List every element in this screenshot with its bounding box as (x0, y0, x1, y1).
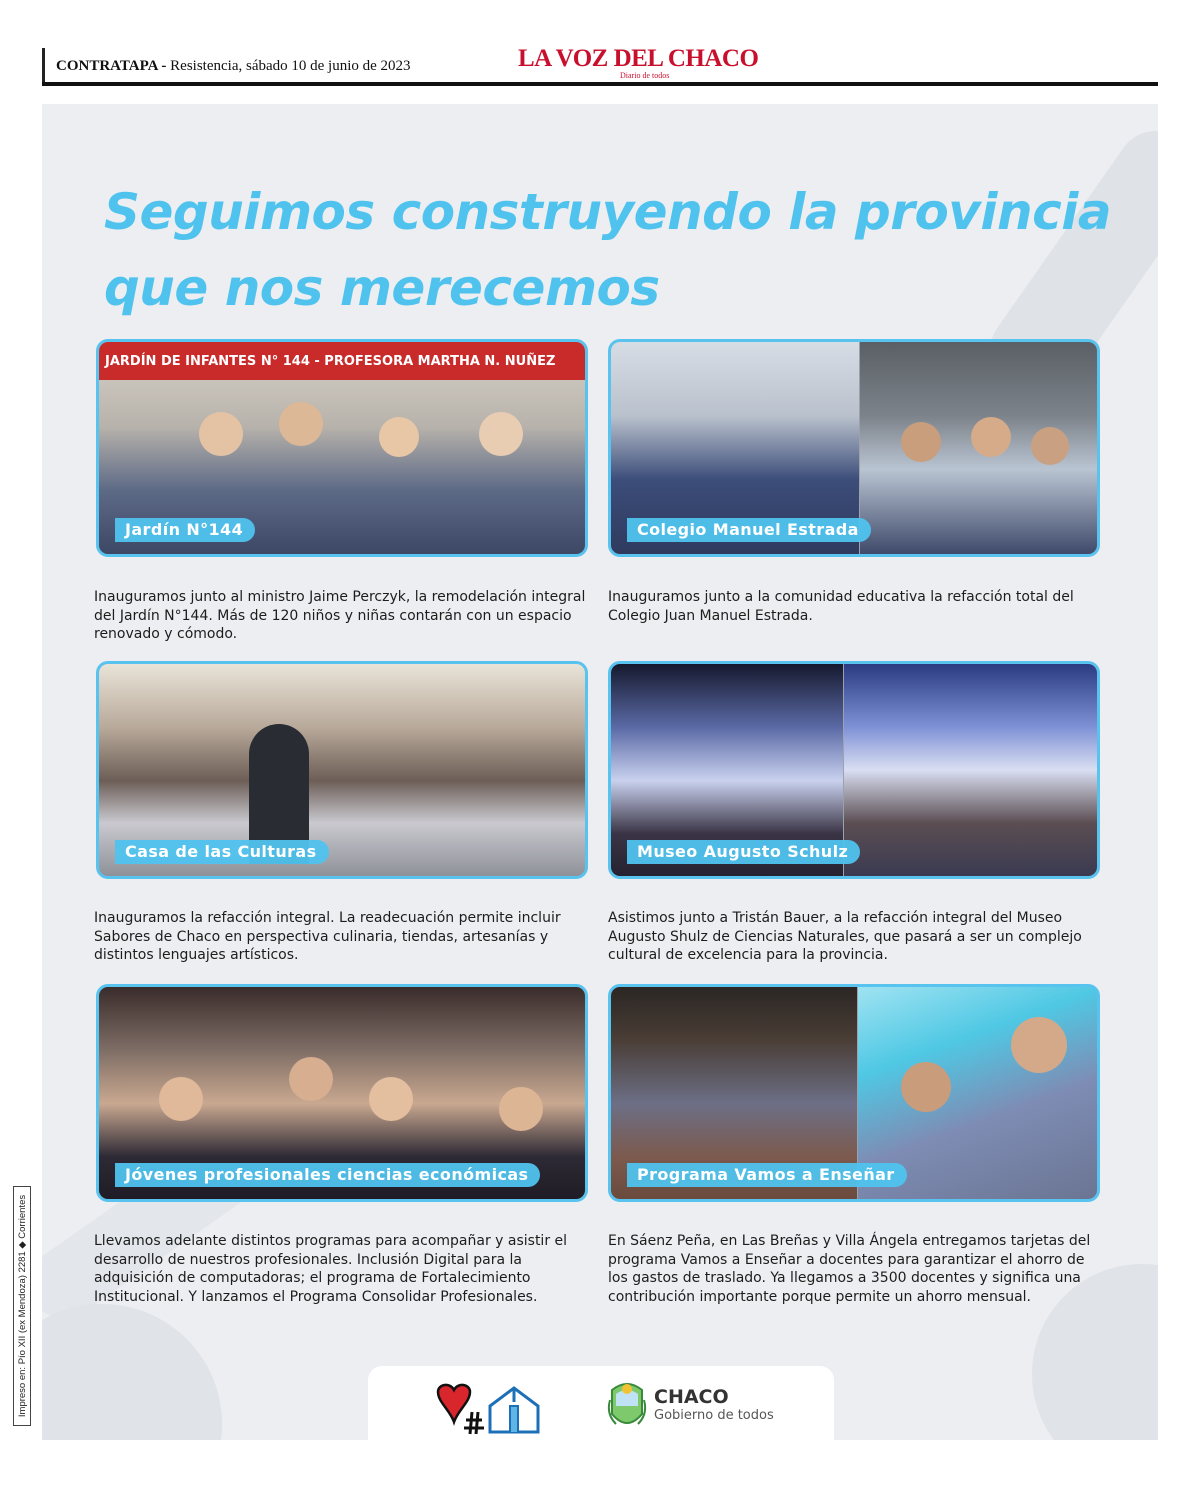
photo-card-vamos-ensenar (608, 984, 1100, 1202)
description-colegio: Inauguramos junto a la comunidad educativa la refacción total del Colegio Juan Manuel Estrada. (608, 589, 1074, 624)
printer-note (13, 1186, 31, 1426)
photo-card-casa-culturas (96, 661, 588, 879)
chaco-shield-icon (606, 1380, 648, 1434)
caption: Jóvenes profesionales ciencias económicas (115, 1163, 540, 1187)
gov-name: CHACO (654, 1386, 729, 1408)
caption: Jardín N°144 (115, 518, 255, 542)
header-rule (42, 82, 1158, 86)
ad-panel (42, 104, 1158, 1440)
gov-sub: Gobierno de todos (654, 1408, 774, 1423)
description-jovenes: Llevamos adelante distintos programas para acompañar y asistir el desarrollo de nuestros profesionales. Inclusión Digital para la adquisición de computadoras; el programa de Fortalecimiento Institucional. Y lanzamos el Programa Consolidar Profesionales. (94, 1233, 568, 1305)
photo-card-museo (608, 661, 1100, 879)
face (1011, 1017, 1067, 1073)
face (279, 402, 323, 446)
newspaper-logo-sub: Diario de todos (620, 71, 670, 80)
face (289, 1057, 333, 1101)
newspaper-logo: LA VOZ DEL CHACO (518, 45, 759, 72)
section-name: CONTRATAPA - (56, 58, 167, 74)
headline-line-2: que nos merecemos (104, 259, 660, 317)
caption: Casa de las Culturas (115, 840, 329, 864)
face (499, 1087, 543, 1131)
face (971, 417, 1011, 457)
description-vamos-ensenar: En Sáenz Peña, en Las Breñas y Villa Ángela entregamos tarjetas del programa Vamos a Enseñar a docentes para garantizar el ahorro de los gastos de traslado. Ya llegamos a 3500 docentes y significa una contribución importante porque permite un ahorro mensual. (608, 1233, 1091, 1305)
header-bar (42, 48, 45, 82)
printer-note-text: Impreso en: Pío XII (ex Mendoza) 2281 ◆ Corrientes (13, 1186, 31, 1426)
face (901, 1062, 951, 1112)
dateline: Resistencia, sábado 10 de junio de 2023 (170, 58, 411, 74)
face (369, 1077, 413, 1121)
description-jardin: Inauguramos junto al ministro Jaime Perczyk, la remodelación integral del Jardín N°144. Más de 120 niños y niñas contarán con un espacio renovado y cómodo. (94, 589, 586, 642)
caption: Colegio Manuel Estrada (627, 518, 871, 542)
caption: Museo Augusto Schulz (627, 840, 860, 864)
description-museo: Asistimos junto a Tristán Bauer, a la refacción integral del Museo Augusto Shulz de Ciencias Naturales, que pasará a ser un complejo cultural de excelencia para la provincia. (608, 910, 1082, 963)
headline (104, 174, 1124, 326)
school-banner: JARDÍN DE INFANTES N° 144 - PROFESORA MARTHA N. NUÑEZ (99, 342, 585, 380)
face (901, 422, 941, 462)
photo-card-jardin (96, 339, 588, 557)
photo-card-jovenes (96, 984, 588, 1202)
face (1031, 427, 1069, 465)
logos-footer (368, 1366, 834, 1440)
headline-line-1: Seguimos construyendo la provincia (104, 183, 1112, 241)
description-casa-culturas: Inauguramos la refacción integral. La readecuación permite incluir Sabores de Chaco en perspectiva culinaria, tiendas, artesanías y distintos lenguajes artísticos. (94, 910, 561, 963)
face (159, 1077, 203, 1121)
page-header (42, 44, 1158, 86)
face (379, 417, 419, 457)
heart-house-logo-icon (434, 1382, 546, 1436)
photo (844, 664, 1097, 876)
face (199, 412, 243, 456)
photo-card-colegio (608, 339, 1100, 557)
decor-circle (42, 1304, 222, 1440)
section-dateline (56, 58, 411, 75)
face (479, 412, 523, 456)
caption: Programa Vamos a Enseñar (627, 1163, 907, 1187)
